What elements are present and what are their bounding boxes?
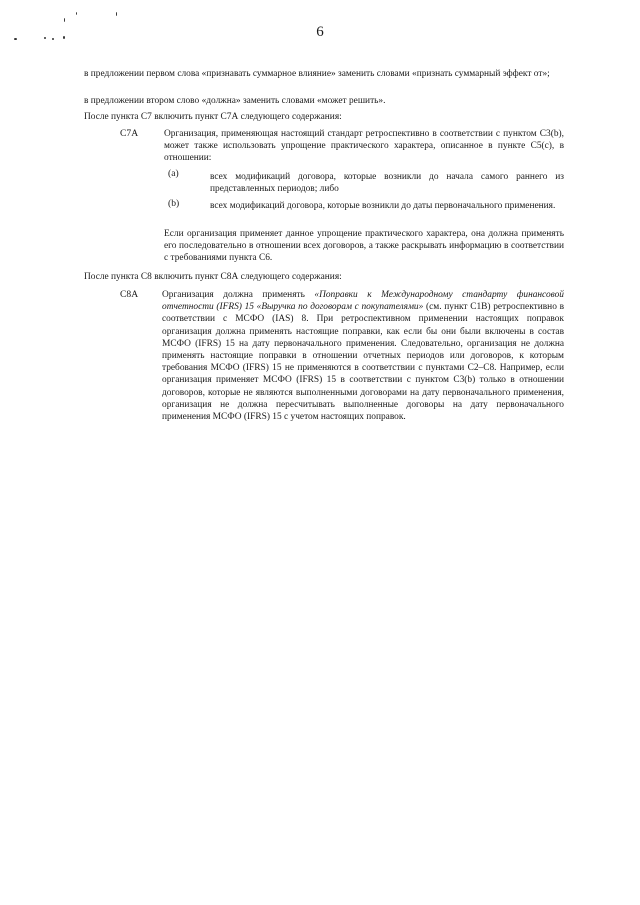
c7a-item-a-text: всех модификаций договора, которые возникли до начала самого раннего из представленных периодов; либо [210, 172, 564, 195]
c7-intro: После пункта С7 включить пункт С7А следующего содержания: [84, 112, 342, 122]
c7a-item-b-marker: (b) [168, 198, 180, 209]
amendment-line-1: в предложении первом слова «признавать суммарное влияние» заменить словами «признать суммарный эффект от»; [84, 69, 550, 79]
c8-intro: После пункта С8 включить пункт С8А следующего содержания: [84, 272, 342, 282]
c8a-text [162, 289, 564, 423]
c7a-item-b-text: всех модификаций договора, которые возникли до даты первоначального применения. [210, 201, 556, 211]
page-number: 6 [316, 24, 324, 40]
c8a-text-after: (см. пункт С1В) ретроспективно в соответствии с МСФО (IAS) 8. При ретроспективном применении настоящих поправок организация должна применять настоящие поправки, как если бы они были включены в состав МСФО (IFRS) 15 на дату первоначального применения. Следовательно, организация не должна применять настоящие поправки в отношении отчетных периодов или договоров, к которым требования МСФО (IFRS) 15 не применяются в соответствии с пунктами С2–С8. Например, если организация применяет МСФО (IFRS) 15 в соответствии с пунктом С3(b) только в отношении договоров, которые не являются выполненными договорами на дату первоначального применения, организация не должна пересчитывать выполненные договоры на дату первоначального применения МСФО (IFRS) 15 с учетом настоящих поправок. [162, 302, 564, 423]
c7a-closing: Если организация применяет данное упрощение практического характера, она должна применять его последовательно в отношении всех договоров, а также раскрывать информацию в соответствии с требованиями пункта С6. [164, 229, 564, 264]
c8a-text-before: Организация должна применять [162, 290, 315, 300]
c8a-amendment-title: «Поправки к Международному стандарту финансовой отчетности (IFRS) 15 «Выручка по договорам с покупателями» [162, 290, 564, 313]
amendment-line-2: в предложении втором слово «должна» заменить словами «может решить». [84, 96, 386, 106]
c7a-item-a-marker: (a) [168, 168, 179, 179]
c7a-text: Организация, применяющая настоящий стандарт ретроспективно в соответствии с пунктом С3(b), может также использовать упрощение практического характера, описанное в пункте С5(с), в отношении: [164, 129, 564, 164]
c8a-label: С8А [120, 289, 139, 300]
c7a-label: С7А [120, 128, 139, 139]
